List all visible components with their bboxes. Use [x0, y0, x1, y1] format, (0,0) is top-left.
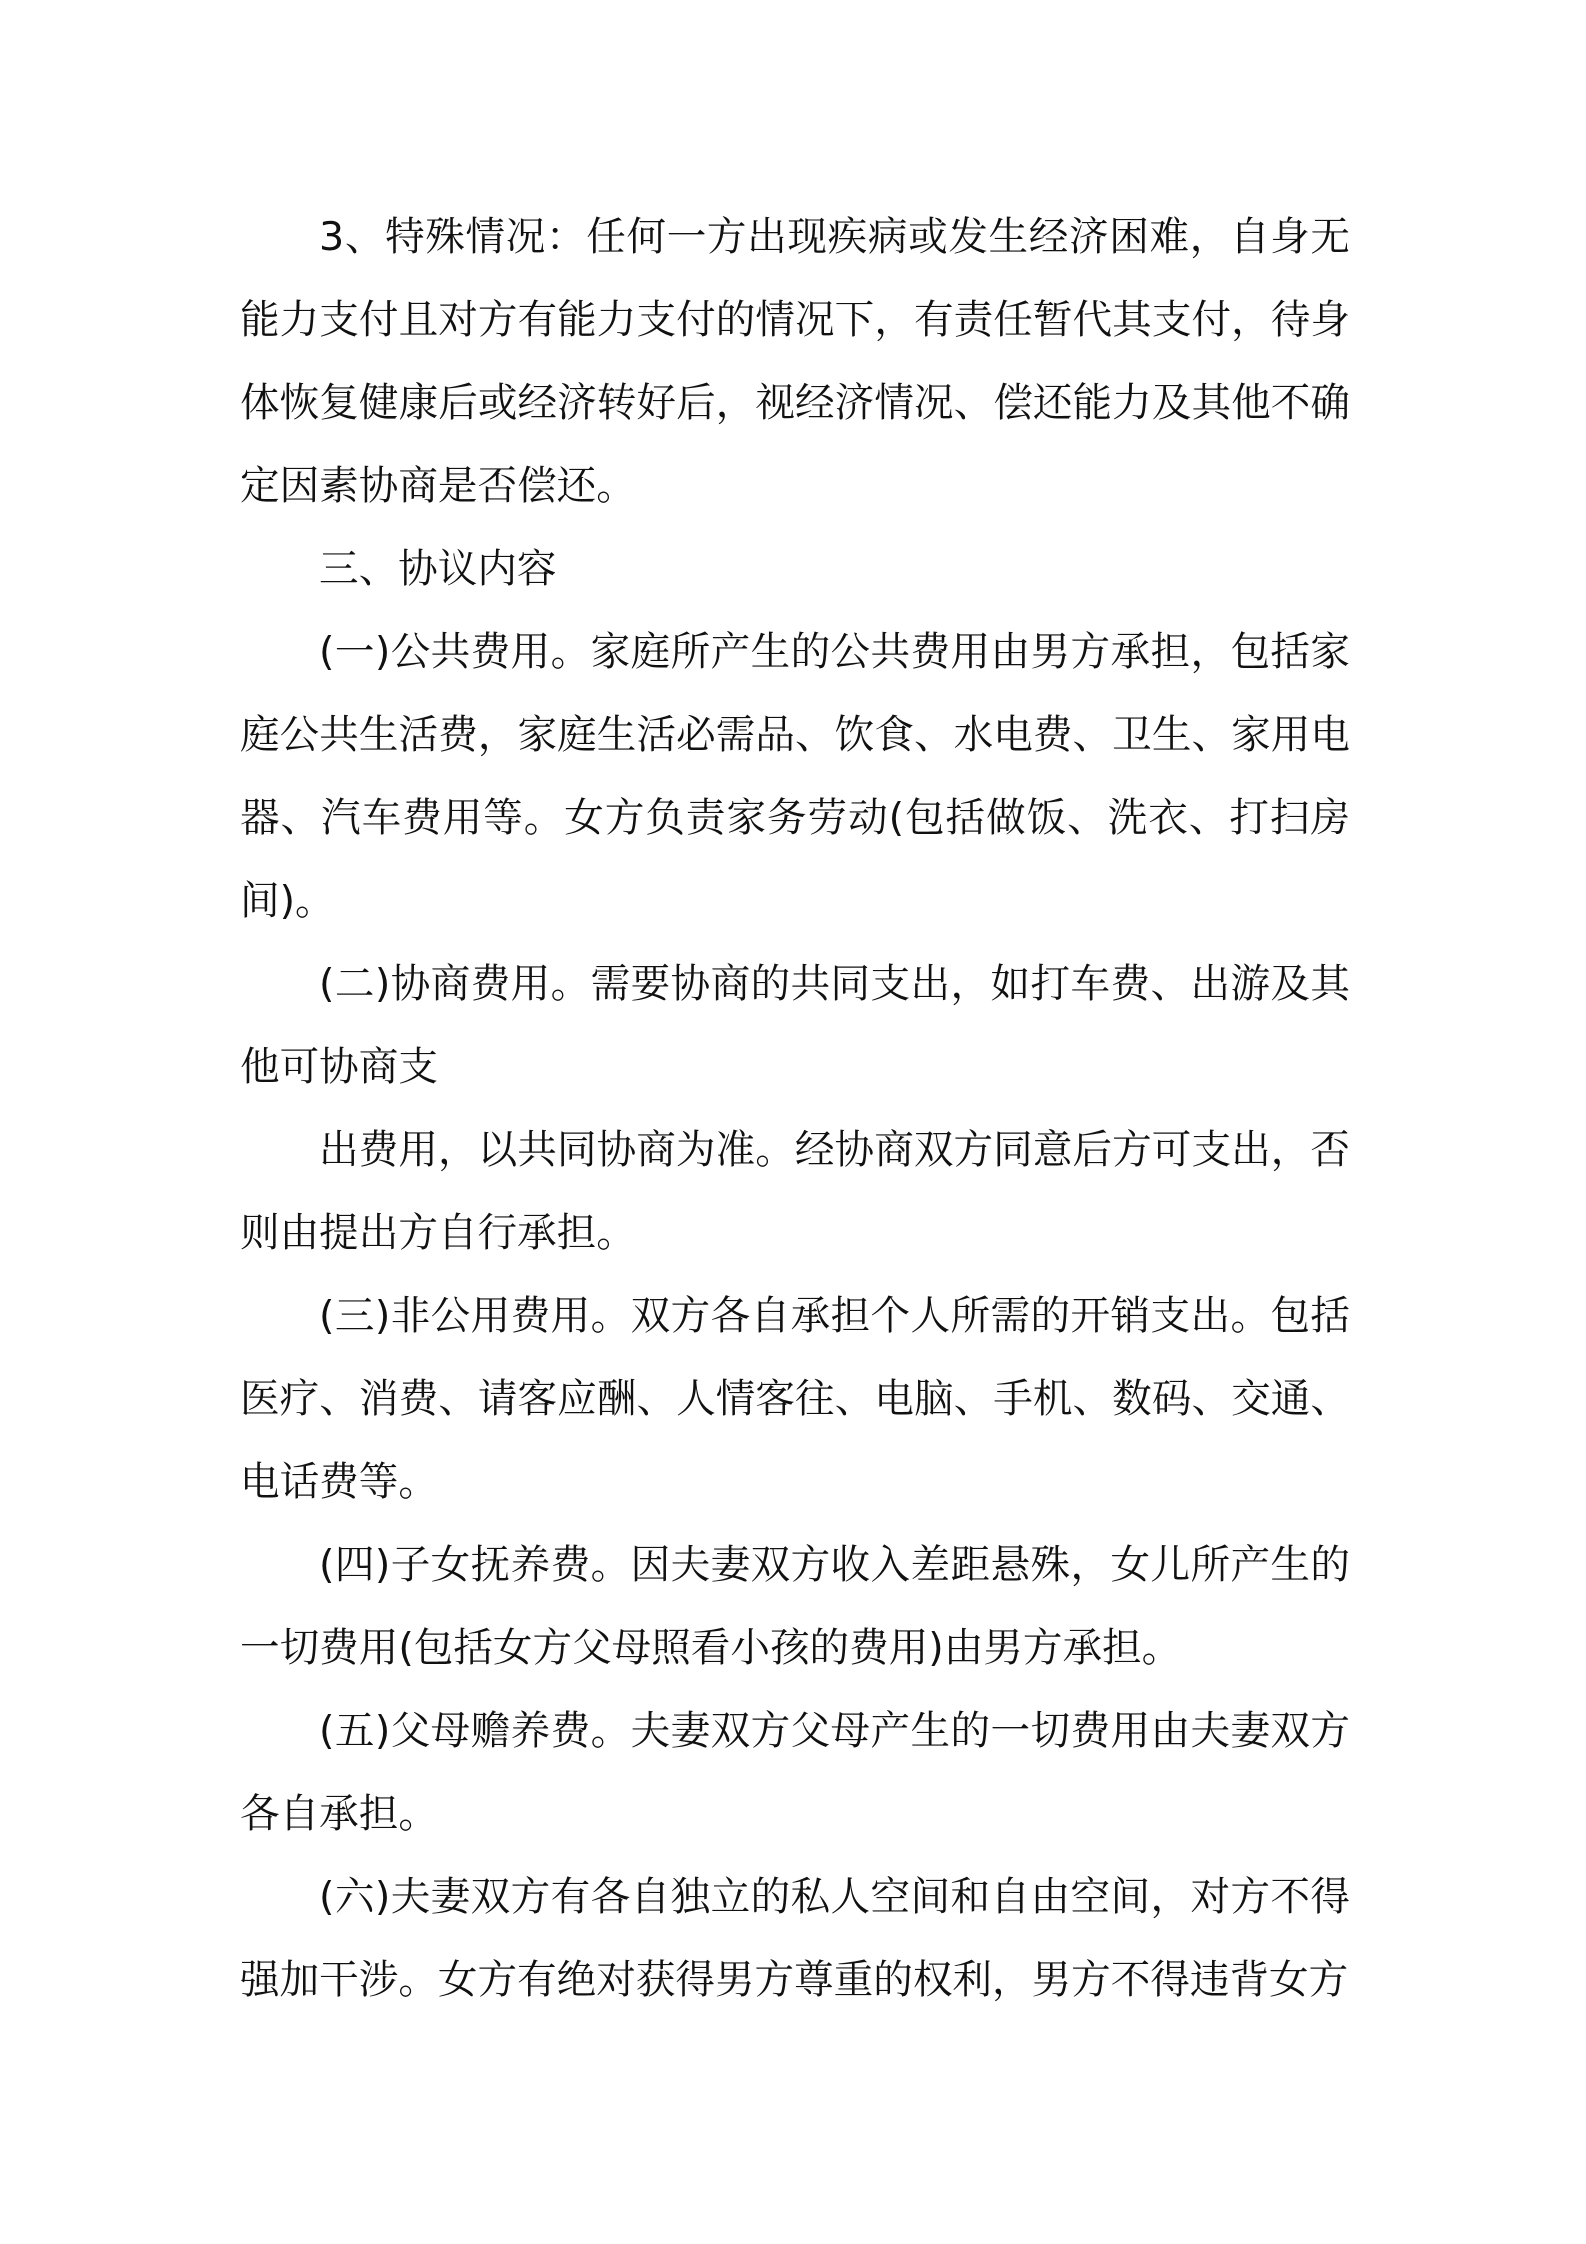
document-body: [240, 196, 1350, 2022]
paragraph-negotiated-expenses-continued: 出费用，以共同协商为准。经协商双方同意后方可支出，否则由提出方自行承担。: [240, 1127, 1350, 1256]
paragraph-child-support: (四)子女抚养费。因夫妻双方收入差距悬殊，女儿所产生的一切费用(包括女方父母照看小孩的费用)由男方承担。: [240, 1542, 1350, 1671]
paragraph-special-circumstances: 3、特殊情况：任何一方出现疾病或发生经济困难，自身无能力支付且对方有能力支付的情况下，有责任暂代其支付，待身体恢复健康后或经济转好后，视经济情况、偿还能力及其他不确定因素协商是否偿还。: [240, 214, 1350, 509]
paragraph-non-public-expenses: (三)非公用费用。双方各自承担个人所需的开销支出。包括医疗、消费、请客应酬、人情客往、电脑、手机、数码、交通、电话费等。: [240, 1293, 1350, 1505]
paragraph-private-space: (六)夫妻双方有各自独立的私人空间和自由空间，对方不得强加干涉。女方有绝对获得男方尊重的权利，男方不得违背女方: [240, 1874, 1350, 2003]
paragraph-parent-support: (五)父母赡养费。夫妻双方父母产生的一切费用由夫妻双方各自承担。: [240, 1708, 1350, 1837]
paragraph-public-expenses: (一)公共费用。家庭所产生的公共费用由男方承担，包括家庭公共生活费，家庭生活必需品、饮食、水电费、卫生、家用电器、汽车费用等。女方负责家务劳动(包括做饭、洗衣、打扫房间)。: [240, 629, 1350, 924]
paragraph-negotiated-expenses: (二)协商费用。需要协商的共同支出，如打车费、出游及其他可协商支: [240, 961, 1350, 1090]
section-heading-agreement-content: 三、协议内容: [319, 546, 557, 592]
